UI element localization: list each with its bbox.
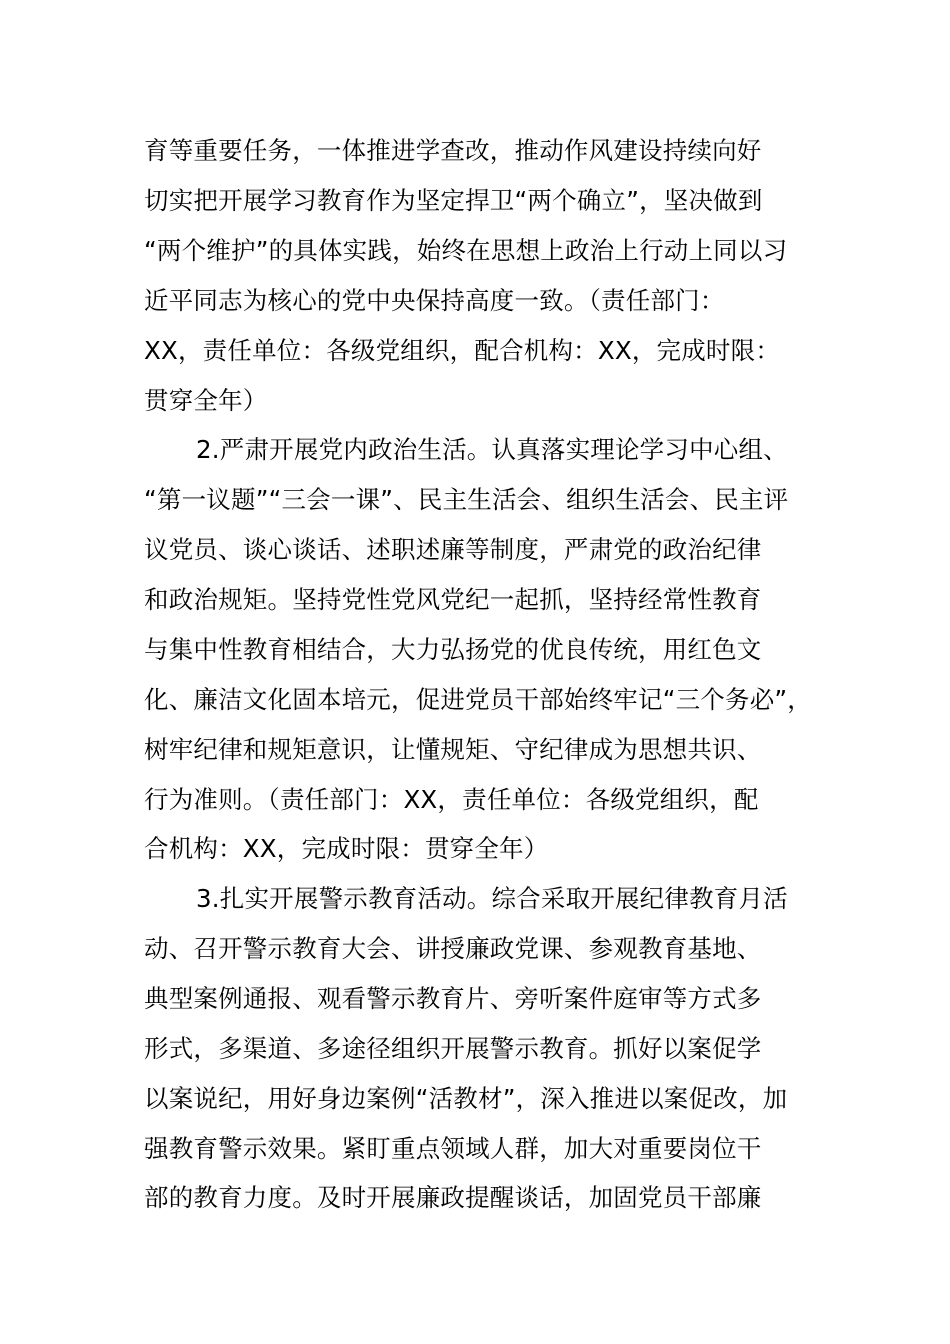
- text-line: 贯穿全年）: [144, 386, 268, 415]
- text-line: 与集中性教育相结合，大力弘扬党的优良传统，用红色文: [144, 635, 762, 664]
- text-line: 动、召开警示教育大会、讲授廉政党课、参观教育基地、: [144, 934, 762, 963]
- text-line: 部的教育力度。及时开展廉政提醒谈话，加固党员干部廉: [144, 1183, 762, 1212]
- text-line: XX，责任单位：各级党组织，配合机构：XX，完成时限：: [144, 336, 781, 365]
- paragraph-heading-2: 2.严肃开展党内政治生活。认真落实理论学习中心组、: [196, 435, 788, 464]
- text-line: 议党员、谈心谈话、述职述廉等制度，严肃党的政治纪律: [144, 535, 762, 564]
- paragraph-heading-3: 3.扎实开展警示教育活动。综合采取开展纪律教育月活: [196, 884, 788, 913]
- text-line: “两个维护”的具体实践，始终在思想上政治上行动上同以习: [144, 236, 788, 265]
- text-line: 行为准则。（责任部门：XX，责任单位：各级党组织，配: [144, 785, 759, 814]
- text-line: 切实把开展学习教育作为坚定捍卫“两个确立”，坚决做到: [144, 186, 763, 215]
- text-line: 育等重要任务，一体推进学查改，推动作风建设持续向好: [144, 136, 762, 165]
- text-line: 形式，多渠道、多途径组织开展警示教育。抓好以案促学: [144, 1034, 762, 1063]
- text-line: 以案说纪，用好身边案例“活教材”，深入推进以案促改，加: [144, 1084, 788, 1113]
- text-line: 和政治规矩。坚持党性党风党纪一起抓，坚持经常性教育: [144, 585, 762, 614]
- text-line: 合机构：XX，完成时限：贯穿全年）: [144, 834, 549, 863]
- text-line: 强教育警示效果。紧盯重点领域人群，加大对重要岗位干: [144, 1134, 762, 1163]
- text-line: 树牢纪律和规矩意识，让懂规矩、守纪律成为思想共识、: [144, 735, 762, 764]
- text-line: 典型案例通报、观看警示教育片、旁听案件庭审等方式多: [144, 984, 762, 1013]
- text-line: “第一议题”“三会一课”、民主生活会、组织生活会、民主评: [144, 485, 789, 514]
- text-line: 近平同志为核心的党中央保持高度一致。（责任部门：: [144, 286, 725, 315]
- text-line: 化、廉洁文化固本培元，促进党员干部始终牢记“三个务必”，: [144, 685, 812, 714]
